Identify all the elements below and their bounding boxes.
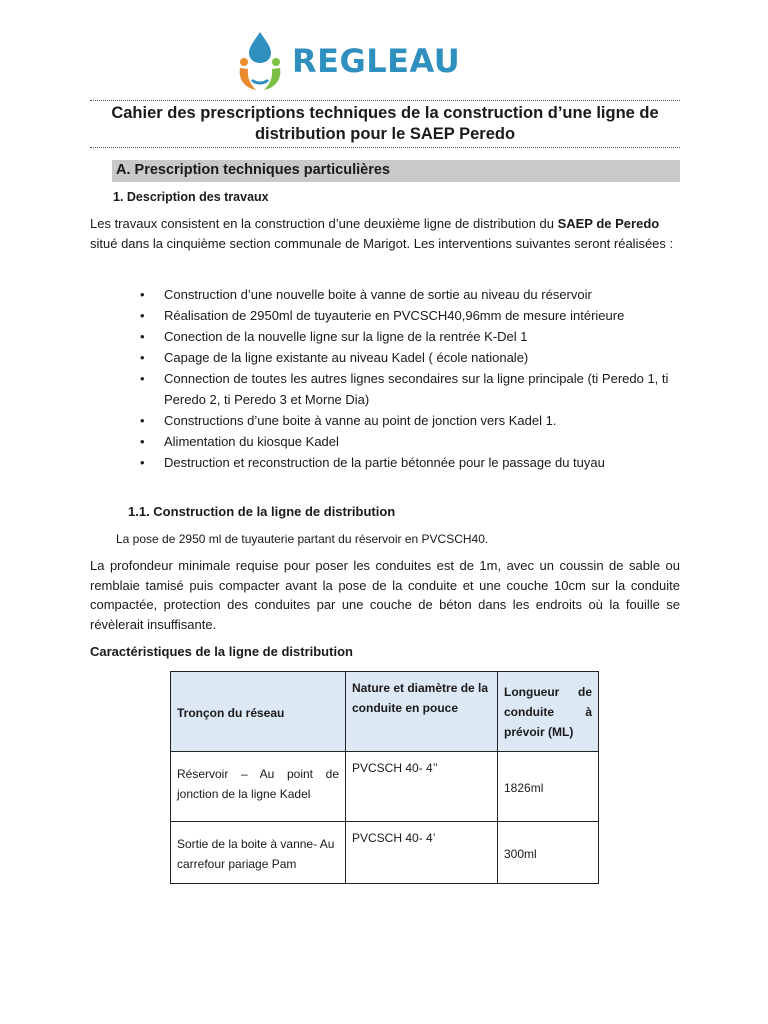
- list-item: [140, 326, 685, 347]
- depth-paragraph: La profondeur minimale requise pour poser les conduites est de 1m, avec un coussin de sable ou remblaie tamisé puis compacter avant la pose de la conduite et une couche 10cm sur la conduite compactée, protection des conduites par une couche de béton dans les endroits où la fouille se révèlerait insuffisante.: [90, 558, 680, 632]
- list-item-text: Capage de la ligne existante au niveau Kadel ( école nationale): [164, 350, 529, 365]
- header-text: Tronçon du réseau: [177, 705, 285, 720]
- list-item: [140, 452, 685, 473]
- intro-text-1: Les travaux consistent en la construction d’une deuxième ligne de distribution du: [90, 216, 558, 231]
- list-item: [140, 305, 685, 326]
- pose-sentence: La pose de 2950 ml de tuyauterie partant du réservoir en PVCSCH40.: [116, 532, 489, 546]
- cell-text: PVCSCH 40- 4’: [352, 831, 436, 845]
- logo-text: REGLEAU: [292, 42, 461, 80]
- cell-text: 1826ml: [504, 780, 544, 795]
- cell-text: PVCSCH 40- 4’’: [352, 761, 438, 775]
- header-text: Nature et diamètre de la conduite en pouce: [352, 681, 489, 715]
- list-item: [140, 431, 685, 452]
- list-item-text: Destruction et reconstruction de la partie bétonnée pour le passage du tuyau: [164, 455, 605, 470]
- bullet-icon: •: [140, 329, 145, 344]
- document-title: Cahier des prescriptions techniques de la construction d’une ligne de distribution pour le SAEP Peredo: [111, 104, 659, 143]
- bullet-icon: •: [140, 308, 145, 323]
- list-item-text: Constructions d’une boite à vanne au point de jonction vers Kadel 1.: [164, 413, 557, 428]
- regleau-logo: [234, 26, 484, 96]
- works-list: [140, 284, 685, 473]
- table-row: [171, 822, 599, 884]
- bullet-icon: •: [140, 455, 145, 470]
- table-cell: [171, 752, 346, 822]
- cell-text: Réservoir – Au point de jonction de la ligne Kadel: [177, 767, 339, 801]
- list-item: [140, 347, 685, 368]
- bullet-icon: •: [140, 371, 145, 386]
- intro-paragraph: [90, 214, 680, 254]
- list-item: [140, 410, 685, 431]
- table-header-cell: [498, 672, 599, 752]
- table-header-cell: [171, 672, 346, 752]
- table-cell: [498, 822, 599, 884]
- list-item-text: Construction d’une nouvelle boite à vanne de sortie au niveau du réservoir: [164, 287, 592, 302]
- table-heading: Caractéristiques de la ligne de distribution: [90, 644, 353, 659]
- title-rule-bottom: [90, 147, 680, 148]
- table-header-cell: [346, 672, 498, 752]
- bullet-icon: •: [140, 434, 145, 449]
- table-cell: [346, 822, 498, 884]
- list-item-text: Conection de la nouvelle ligne sur la ligne de la rentrée K-Del 1: [164, 329, 528, 344]
- bullet-icon: •: [140, 413, 145, 428]
- list-item: [140, 368, 685, 410]
- list-item: [140, 284, 685, 305]
- table-cell: [498, 752, 599, 822]
- table-cell: [346, 752, 498, 822]
- list-item-text: Connection de toutes les autres lignes secondaires sur la ligne principale (ti Peredo 1, ti Peredo 2, ti Peredo 3 et Morne Dia): [164, 371, 669, 407]
- cell-text: Sortie de la boite à vanne- Au carrefour pariage Pam: [177, 836, 335, 871]
- table-cell: [171, 822, 346, 884]
- water-drop-people-icon: [234, 28, 286, 94]
- section-a-title: A. Prescription techniques particulières: [116, 162, 390, 178]
- title-rule-top: [90, 100, 680, 101]
- bullet-icon: •: [140, 350, 145, 365]
- intro-bold-saep: SAEP de Peredo: [557, 216, 660, 231]
- distribution-line-table: [170, 671, 599, 884]
- cell-text: 300ml: [504, 846, 537, 861]
- subsection-description-heading: 1. Description des travaux: [113, 190, 269, 204]
- bullet-icon: •: [140, 287, 145, 302]
- list-item-text: Réalisation de 2950ml de tuyauterie en PVCSCH40,96mm de mesure intérieure: [164, 308, 625, 323]
- header-text: Longueur de conduite à prévoir (ML): [504, 685, 592, 739]
- section-a-banner: [112, 160, 680, 182]
- table-header-row: [171, 672, 599, 752]
- subsection-construction-heading: 1.1. Construction de la ligne de distribution: [128, 504, 396, 519]
- intro-text-2: situé dans la cinquième section communale de Marigot. Les interventions suivantes seront réalisées :: [90, 236, 674, 251]
- list-item-text: Alimentation du kiosque Kadel: [164, 434, 339, 449]
- table-row: [171, 752, 599, 822]
